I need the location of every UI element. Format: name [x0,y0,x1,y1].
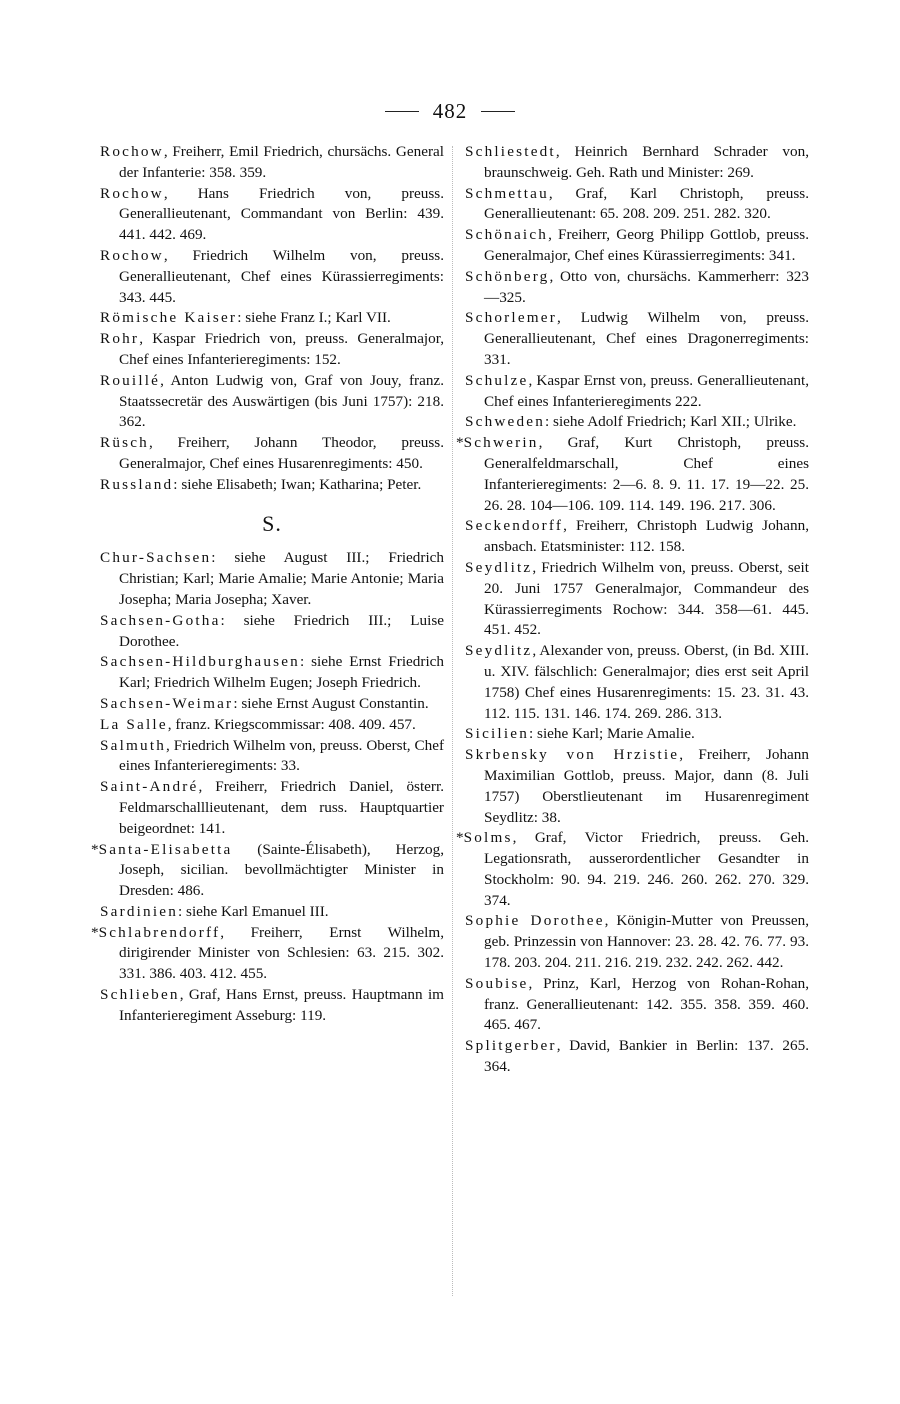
entry-text: , Friedrich Wilhelm von, preuss. Generallieutenant, Chef eines Kürassierregiments: 343. 445. [119,246,444,306]
index-entry [100,652,444,694]
entry-heading: Splitgerber [465,1037,557,1055]
column-divider [452,146,453,1296]
entry-heading: Rouillé [100,371,161,389]
entry-text: : siehe Karl Emanuel III. [178,902,329,920]
entry-heading: Skrbensky von Hrzistie [465,746,680,764]
entry-heading: Sachsen-Weimar [100,694,234,712]
entry-heading: Schlieben [100,986,180,1004]
entry-text: : siehe Adolf Friedrich; Karl XII.; Ulrike. [545,413,797,431]
entry-text: : siehe Friedrich III.; Luise Dorothee. [119,611,444,650]
entry-text: , David, Bankier in Berlin: 137. 265. 364. [484,1037,809,1076]
index-entry [91,923,444,985]
index-entry [465,724,809,745]
index-entry [100,611,444,653]
entry-text: , Anton Ludwig von, Graf von Jouy, franz. Staatssecretär des Auswärtigen (bis Juni 1757): 218. 362. [119,371,444,431]
index-entry [465,412,809,433]
entry-text: : siehe Franz I.; Karl VII. [237,309,391,327]
entry-text: , franz. Kriegscommissar: 408. 409. 457. [167,715,416,733]
entry-text: , Graf, Hans Ernst, preuss. Hauptmann im Infanterieregiment Asseburg: 119. [119,986,444,1024]
entry-heading: Römische Kaiser [100,309,238,327]
entry-heading: Chur-Sachsen [100,549,212,567]
entry-text: , Friedrich Wilhelm von, preuss. Oberst, seit 20. Juni 1757 Generalmajor, Commandeur des Kürassierregiments Rochow: 344. 358—61. 445. 451. 452. [484,558,809,639]
entry-heading: Schönaich [465,226,549,244]
entry-text: , Freiherr, Ernst Wilhelm, dirigirender Minister von Schlesien: 63. 215. 302. 331. 386. 403. 412. 455. [119,923,444,983]
entry-star-marker: * [91,923,99,941]
entry-text: , Ludwig Wilhelm von, preuss. Generallieutenant, Chef eines Dragonerregiments: 331. [484,309,809,368]
index-entry [100,329,444,371]
index-entry [100,142,444,184]
entry-heading: Rohr [100,330,140,348]
entry-text: , Freiherr, Emil Friedrich, chursächs. General der Infanterie: 358. 359. [119,143,444,181]
index-entry [100,694,444,715]
entry-heading: Salmuth [100,736,167,754]
index-entry [100,371,444,433]
index-entry [465,371,809,413]
entry-heading: Schwerin [463,434,539,452]
index-entry [100,736,444,778]
entry-heading: Sicilien [465,725,530,743]
index-entry [100,184,444,246]
entry-text: : siehe Karl; Marie Amalie. [529,725,695,743]
index-entry [465,974,809,1036]
index-entry [456,828,809,911]
index-entry [100,715,444,736]
entry-heading: Seydlitz [465,558,533,576]
index-entry [100,985,444,1027]
entry-text: , Freiherr, Johann Maximilian Gottlob, preuss. Major, dann (8. Juli 1757) Oberstlieutenant im Husarenregiment Seydlitz: 38. [484,746,809,826]
entry-heading: Santa-Elisabetta [98,840,233,858]
entry-heading: La Salle [100,715,168,733]
index-entry [91,840,444,902]
entry-text: , Kaspar Ernst von, preuss. Generallieutenant, Chef eines Infanterieregiments 222. [484,371,809,410]
entry-heading: Russland [100,475,174,493]
index-entry [100,433,444,475]
index-entry [465,745,809,828]
index-entry [100,777,444,839]
index-column-left [91,142,444,1027]
entry-text: , Kaspar Friedrich von, preuss. Generalmajor, Chef eines Infanterieregiments: 152. [119,330,444,368]
entry-heading: Schorlemer [465,309,558,327]
entry-text: , Heinrich Bernhard Schrader von, braunschweig. Geh. Rath und Minister: 269. [484,143,809,181]
entry-text: , Alexander von, preuss. Oberst, (in Bd. XIII. u. XIV. fälschlich: Generalmajor; dies erst seit April 1758) Chef eines Husarenregiments: 15. 23. 31. 43. 112. 115. 131. 146. 174. 269. 286. 313. [484,642,809,722]
entry-text: , Graf, Kurt Christoph, preuss. Generalfeldmarschall, Chef eines Infanterieregiments: 2—6. 8. 9. 11. 17. 19—22. 25. 26. 28. 104—106. 109. 114. 149. 196. 217. 306. [484,434,809,514]
entry-heading: Schlabrendorff [98,923,221,941]
index-list-r [100,142,444,496]
entry-text: , Freiherr, Christoph Ludwig Johann, ansbach. Etatsminister: 112. 158. [484,517,809,556]
entry-heading: Schulze [465,371,529,389]
index-entry [100,308,444,329]
page-number: 482 [432,98,468,123]
entry-star-marker: * [91,840,99,858]
entry-heading: Schmettau [465,184,549,202]
entry-heading: Schweden [465,413,546,431]
index-entry [100,475,444,496]
entry-heading: Solms [463,829,513,847]
entry-text: , Graf, Victor Friedrich, preuss. Geh. Legationsrath, ausserordentlicher Gesandter in Stockholm: 90. 94. 219. 246. 260. 262. 270. 329. 374. [484,829,809,909]
entry-heading: Schliestedt [465,143,556,160]
entry-text: , Graf, Karl Christoph, preuss. Generallieutenant: 65. 208. 209. 251. 282. 320. [484,184,809,223]
entry-heading: Sachsen-Hildburghausen [100,653,300,671]
index-entry [465,911,809,973]
entry-heading: Soubise [465,974,529,992]
index-entry [456,433,809,516]
entry-text: , Prinz, Karl, Herzog von Rohan-Rohan, franz. Generallieutenant: 142. 355. 358. 359. 460. 465. 467. [484,974,809,1034]
entry-heading: Rochow [100,184,164,202]
index-entry [465,267,809,309]
entry-heading: Rochow [100,143,164,160]
entry-heading: Sophie Dorothee [465,912,605,930]
index-entry [465,641,809,724]
entry-text: : siehe Ernst August Constantin. [233,694,429,712]
entry-text: , Freiherr, Georg Philipp Gottlob, preuss. Generalmajor, Chef eines Kürassierregiments: 341. [484,226,809,264]
index-entry [100,902,444,923]
entry-heading: Sardinien [100,902,179,920]
entry-heading: Rüsch [100,434,149,452]
index-entry [465,308,809,370]
entry-heading: Seydlitz [465,642,533,660]
index-entry [465,184,809,226]
entry-heading: Schönberg [465,267,550,285]
index-entry [465,225,809,267]
index-list-s-continued [456,142,809,1078]
entry-text: (Sainte-Élisabeth), Herzog, Joseph, sicilian. bevollmächtigter Minister in Dresden: 486. [119,840,444,900]
index-list-s [91,548,444,1026]
index-entry [100,246,444,308]
page-header [0,96,900,126]
entry-heading: Seckendorff [465,517,564,535]
entry-text: : siehe Ernst Friedrich Karl; Friedrich Wilhelm Eugen; Joseph Friedrich. [119,653,444,692]
entry-text: , Friedrich Wilhelm von, preuss. Oberst, Chef eines Infanterieregiments: 33. [119,736,444,775]
entry-heading: Saint-André [100,778,199,796]
entry-text: : siehe Elisabeth; Iwan; Katharina; Peter. [173,475,422,493]
entry-text: , Otto von, chursächs. Kammerherr: 323—325. [484,267,809,306]
section-heading-s: S. [262,510,282,536]
entry-text: , Hans Friedrich von, preuss. Generallieutenant, Commandant von Berlin: 439. 441. 442. 469. [119,184,444,244]
entry-text: , Freiherr, Johann Theodor, preuss. Generalmajor, Chef eines Husarenregiments: 450. [119,434,444,472]
entry-star-marker: * [456,434,464,452]
header-dash-left [385,111,419,112]
entry-heading: Rochow [100,246,164,264]
entry-text: , Freiherr, Friedrich Daniel, österr. Feldmarschalllieutenant, dem russ. Hauptquartier beigeordnet: 141. [119,778,444,837]
index-entry [465,516,809,558]
entry-text: , Königin-Mutter von Preussen, geb. Prinzessin von Hannover: 23. 28. 42. 76. 77. 93. 178. 203. 204. 211. 216. 219. 232. 242. 262. 442. [484,912,809,972]
entry-heading: Sachsen-Gotha [100,611,221,629]
index-entry [465,558,809,641]
entry-star-marker: * [456,829,464,847]
entry-text: : siehe August III.; Friedrich Christian; Karl; Marie Amalie; Marie Antonie; Maria Josepha; Maria Josepha; Xaver. [119,549,444,608]
index-entry [465,142,809,184]
header-dash-right [481,111,515,112]
index-entry [465,1036,809,1078]
index-column-right [456,142,809,1078]
index-entry [100,548,444,610]
